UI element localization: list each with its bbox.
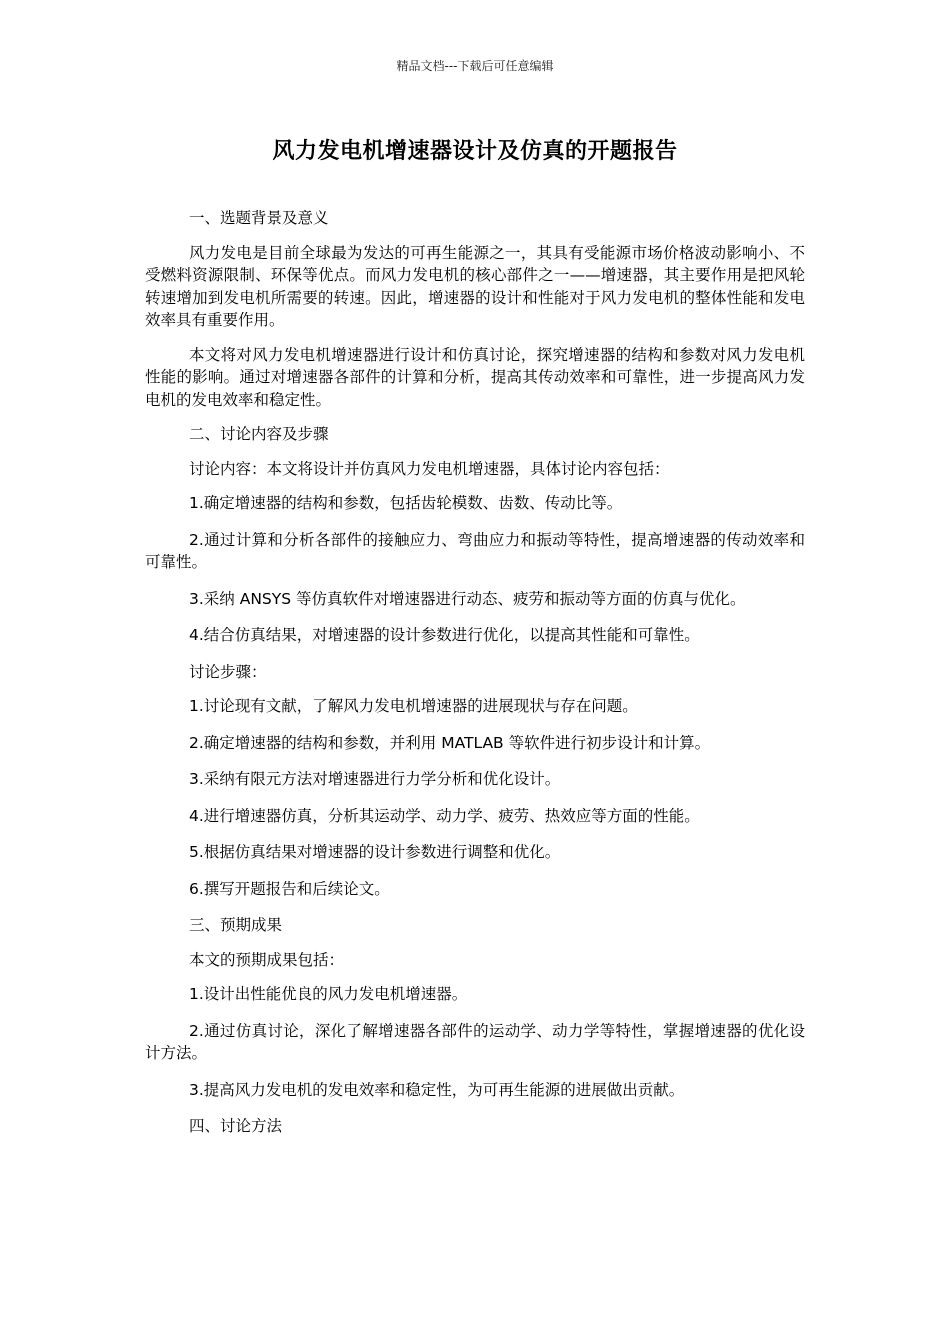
document-body [145,207,805,1150]
list-item: 1.设计出性能优良的风力发电机增速器。 [189,985,468,1003]
paragraph-results-intro: 本文的预期成果包括： [189,950,345,969]
paragraph-purpose: 本文将对风力发电机增速器进行设计和仿真讨论，探究增速器的结构和参数对风力发电机性能的影响。通过对增速器各部件的计算和分析，提高其传动效率和可靠性，进一步提高风力发电机的发电效率和稳定性。 [145,345,805,409]
list-item: 6.撰写开题报告和后续论文。 [189,879,390,898]
document-title: 风力发电机增速器设计及仿真的开题报告 [272,139,678,164]
section-heading-background: 一、选题背景及意义 [189,209,329,227]
list-item: 3.提高风力发电机的发电效率和稳定性，为可再生能源的进展做出贡献。 [189,1080,685,1099]
list-item: 4.进行增速器仿真，分析其运动学、动力学、疲劳、热效应等方面的性能。 [189,806,700,825]
paragraph-content-intro: 讨论内容：本文将设计并仿真风力发电机增速器，具体讨论内容包括： [189,459,670,478]
paragraph-steps-intro: 讨论步骤： [189,662,267,681]
list-item: 3.采纳 ANSYS 等仿真软件对增速器进行动态、疲劳和振动等方面的仿真与优化。 [189,589,746,608]
list-item: 3.采纳有限元方法对增速器进行力学分析和优化设计。 [189,770,561,788]
list-item: 2.通过计算和分析各部件的接触应力、弯曲应力和振动等特性，提高增速器的传动效率和可靠性。 [145,530,805,571]
list-item: 1.确定增速器的结构和参数，包括齿轮模数、齿数、传动比等。 [189,494,623,512]
paragraph-background: 风力发电是目前全球最为发达的可再生能源之一，其具有受能源市场价格波动影响小、不受燃料资源限制、环保等优点。而风力发电机的核心部件之一——增速器，其主要作用是把风轮转速增加到发电机所需要的转速。因此，增速器的设计和性能对于风力发电机的整体性能和发电效率具有重要作用。 [145,243,805,329]
list-item: 2.通过仿真讨论，深化了解增速器各部件的运动学、动力学等特性，掌握增速器的优化设计方法。 [145,1021,805,1062]
section-heading-content-steps: 二、讨论内容及步骤 [189,425,329,443]
list-item: 5.根据仿真结果对增速器的设计参数进行调整和优化。 [189,843,561,861]
list-item: 2.确定增速器的结构和参数，并利用 MATLAB 等软件进行初步设计和计算。 [189,733,711,752]
section-heading-methods: 四、讨论方法 [189,1117,283,1135]
page-header-note: 精品文档---下载后可任意编辑 [396,59,554,73]
section-heading-expected-results: 三、预期成果 [189,916,283,934]
list-item: 4.结合仿真结果，对增速器的设计参数进行优化，以提高其性能和可靠性。 [189,626,700,644]
list-item: 1.讨论现有文献，了解风力发电机增速器的进展现状与存在问题。 [189,697,638,715]
